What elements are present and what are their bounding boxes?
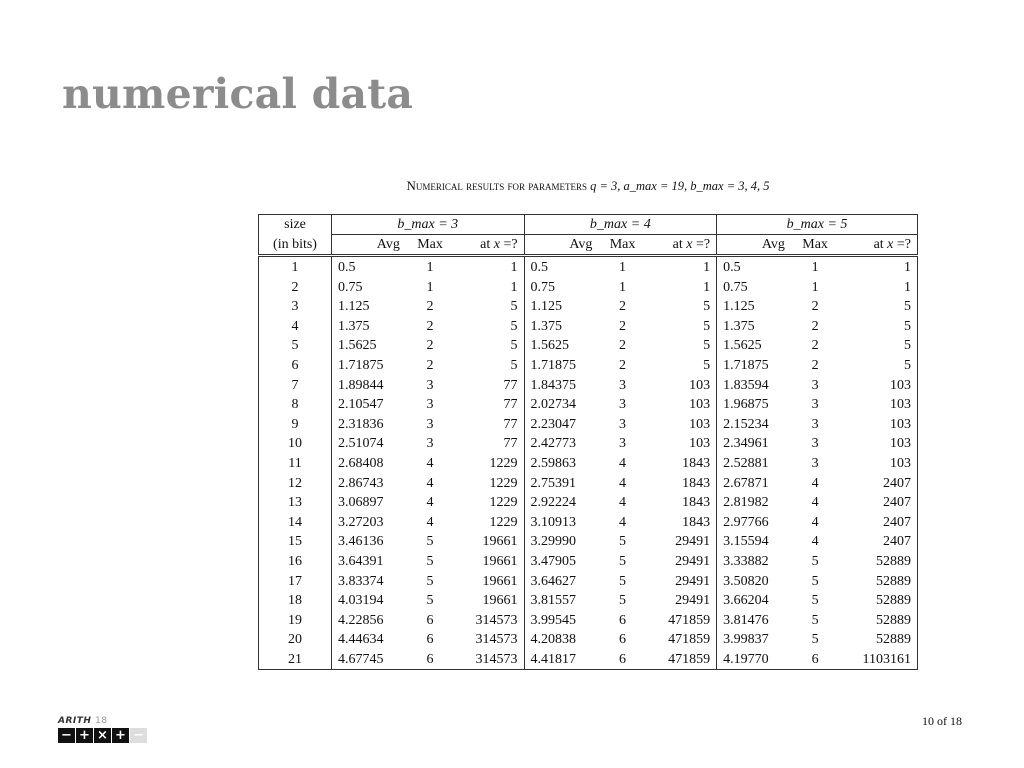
page-number: 10 of 18 [922, 714, 962, 728]
size-cell: 17 [259, 572, 332, 592]
table-row [259, 356, 918, 376]
logo-symbols [58, 728, 154, 743]
table-row [259, 532, 918, 552]
at-x-cell: 19661 [454, 552, 524, 572]
max-cell: 6 [619, 612, 627, 628]
table-row [259, 415, 918, 435]
at-x-cell: 1 [839, 256, 917, 278]
at-x-cell: 2407 [839, 513, 917, 533]
avg-cell: 2.52881 [723, 455, 769, 471]
size-cell: 19 [259, 611, 332, 631]
avg-cell: 3.46136 [338, 534, 384, 550]
at-x-cell: 1 [839, 278, 917, 298]
table-row [259, 256, 918, 278]
col-at-x: at x =? [839, 235, 917, 256]
at-x-cell: 5 [647, 297, 717, 317]
max-cell: 5 [426, 553, 434, 569]
avg-cell: 2.02734 [530, 397, 577, 413]
table-row [259, 278, 918, 298]
at-x-cell: 77 [454, 434, 524, 454]
at-x-cell: 1843 [647, 493, 717, 513]
at-x-cell: 1843 [647, 474, 717, 494]
max-cell: 1 [426, 279, 434, 295]
size-cell: 2 [259, 278, 332, 298]
size-cell: 20 [259, 630, 332, 650]
max-cell: 3 [426, 416, 434, 432]
max-cell: 3 [619, 397, 627, 413]
max-cell: 3 [426, 377, 434, 393]
max-cell: 3 [811, 397, 819, 413]
minus-icon: − [130, 728, 147, 743]
max-cell: 6 [426, 632, 434, 648]
size-cell: 14 [259, 513, 332, 533]
max-cell: 6 [426, 612, 434, 628]
avg-cell: 4.67745 [332, 650, 406, 670]
at-x-cell: 103 [839, 415, 917, 435]
table-row [259, 591, 918, 611]
caption-label: Numerical results for parameters [406, 178, 587, 193]
avg-cell: 1.125 [723, 299, 755, 315]
avg-cell: 3.15594 [723, 534, 769, 550]
at-x-cell: 471859 [647, 611, 717, 631]
max-cell: 4 [426, 514, 434, 530]
at-x-cell: 29491 [647, 552, 717, 572]
size-cell: 3 [259, 297, 332, 317]
avg-cell: 1.375 [338, 318, 370, 334]
at-x-cell: 52889 [839, 591, 917, 611]
at-x-cell: 1 [647, 278, 717, 298]
col-avg: Avg [332, 235, 406, 256]
avg-cell: 0.5 [338, 260, 356, 275]
at-x-cell: 5 [647, 356, 717, 376]
table-row [259, 297, 918, 317]
max-cell: 2 [426, 338, 434, 354]
avg-cell: 2.86743 [338, 475, 384, 491]
avg-cell: 0.5 [530, 260, 549, 275]
size-cell: 5 [259, 336, 332, 356]
table-caption [0, 178, 1024, 194]
max-cell: 2 [811, 318, 819, 334]
col-max: Max [406, 235, 454, 256]
at-x-cell: 29491 [647, 572, 717, 592]
at-x-cell: 314573 [454, 650, 524, 670]
at-x-cell: 103 [839, 395, 917, 415]
table-row [259, 474, 918, 494]
avg-cell: 2.34961 [723, 436, 769, 452]
max-cell: 4 [811, 475, 819, 491]
plus-icon: + [112, 728, 129, 743]
max-cell: 5 [619, 593, 627, 609]
at-x-cell: 1843 [647, 513, 717, 533]
at-x-cell: 19661 [454, 572, 524, 592]
avg-cell: 1.375 [530, 318, 563, 334]
table-row [259, 630, 918, 650]
at-x-cell: 5 [839, 297, 917, 317]
max-cell: 1 [619, 279, 627, 295]
at-x-cell: 314573 [454, 630, 524, 650]
max-cell: 3 [426, 436, 434, 452]
at-x-cell: 1843 [647, 454, 717, 474]
at-x-cell: 103 [647, 376, 717, 396]
at-x-cell: 103 [839, 454, 917, 474]
avg-cell: 2.10547 [338, 397, 384, 413]
avg-cell: 3.66204 [723, 593, 769, 609]
avg-cell: 0.75 [530, 279, 556, 295]
max-cell: 2 [426, 318, 434, 334]
table-row [259, 513, 918, 533]
avg-cell: 4.03194 [338, 593, 384, 609]
avg-cell: 2.59863 [530, 455, 577, 471]
at-x-cell: 29491 [647, 532, 717, 552]
max-cell: 1 [426, 260, 434, 275]
at-x-cell: 2407 [839, 532, 917, 552]
avg-cell: 3.33882 [723, 553, 769, 569]
at-x-cell: 19661 [454, 591, 524, 611]
table-row [259, 434, 918, 454]
max-cell: 4 [811, 514, 819, 530]
results-table [258, 214, 918, 670]
max-cell: 2 [811, 299, 819, 315]
max-cell: 3 [619, 436, 627, 452]
at-x-cell: 1229 [454, 474, 524, 494]
table-row [259, 552, 918, 572]
size-cell: 18 [259, 591, 332, 611]
avg-cell: 1.5625 [338, 338, 377, 354]
max-cell: 6 [598, 650, 646, 670]
avg-cell: 2.67871 [723, 475, 769, 491]
group-header-bmax3: b_max = 3 [332, 215, 525, 235]
avg-cell: 3.06897 [338, 495, 384, 511]
avg-cell: 4.20838 [530, 632, 577, 648]
max-cell: 4 [426, 455, 434, 471]
max-cell: 5 [811, 553, 819, 569]
col-avg: Avg [524, 235, 598, 256]
col-max: Max [791, 235, 839, 256]
max-cell: 3 [426, 397, 434, 413]
avg-cell: 1.84375 [530, 377, 577, 393]
max-cell: 3 [619, 377, 627, 393]
avg-cell: 2.31836 [338, 416, 384, 432]
at-x-cell: 314573 [454, 611, 524, 631]
max-cell: 3 [811, 436, 819, 452]
max-cell: 5 [619, 573, 627, 589]
max-cell: 2 [426, 357, 434, 373]
max-cell: 2 [619, 318, 627, 334]
max-cell: 5 [619, 553, 627, 569]
max-cell: 3 [811, 416, 819, 432]
avg-cell: 4.41817 [524, 650, 598, 670]
max-cell: 5 [811, 573, 819, 589]
avg-cell: 3.47905 [530, 553, 577, 569]
at-x-cell: 77 [454, 395, 524, 415]
at-x-cell: 77 [454, 415, 524, 435]
avg-cell: 1.375 [723, 318, 755, 334]
at-x-cell: 1 [454, 278, 524, 298]
max-cell: 1 [811, 279, 819, 295]
avg-cell: 2.68408 [338, 455, 384, 471]
avg-cell: 2.15234 [723, 416, 769, 432]
size-header-unit: (in bits) [259, 235, 332, 256]
col-avg: Avg [717, 235, 791, 256]
at-x-cell: 2407 [839, 493, 917, 513]
at-x-cell: 77 [454, 376, 524, 396]
size-cell: 11 [259, 454, 332, 474]
max-cell: 4 [811, 495, 819, 511]
size-cell: 12 [259, 474, 332, 494]
at-x-cell: 103 [647, 415, 717, 435]
avg-cell: 3.10913 [530, 514, 577, 530]
avg-cell: 1.83594 [723, 377, 769, 393]
at-x-cell: 5 [454, 336, 524, 356]
avg-cell: 1.71875 [530, 357, 577, 373]
col-at-x: at x =? [454, 235, 524, 256]
avg-cell: 3.81557 [530, 593, 577, 609]
at-x-cell: 5 [839, 336, 917, 356]
table-row [259, 572, 918, 592]
at-x-cell: 19661 [454, 532, 524, 552]
group-header-bmax4: b_max = 4 [524, 215, 717, 235]
avg-cell: 3.99545 [530, 612, 577, 628]
avg-cell: 4.19770 [717, 650, 791, 670]
at-x-cell: 103 [647, 434, 717, 454]
table-body [259, 256, 918, 670]
table-row [259, 454, 918, 474]
max-cell: 1 [811, 260, 819, 275]
avg-cell: 0.75 [338, 279, 363, 295]
max-cell: 4 [426, 475, 434, 491]
at-x-cell: 5 [454, 297, 524, 317]
max-cell: 5 [619, 534, 627, 550]
avg-cell: 3.83374 [338, 573, 384, 589]
table-row [259, 395, 918, 415]
at-x-cell: 1 [454, 256, 524, 278]
table-row [259, 650, 918, 670]
table-row [259, 611, 918, 631]
avg-cell: 1.125 [338, 299, 370, 315]
col-at-x: at x =? [647, 235, 717, 256]
max-cell: 1 [619, 260, 627, 275]
max-cell: 2 [619, 299, 627, 315]
group-header-bmax5: b_max = 5 [717, 215, 918, 235]
avg-cell: 1.71875 [723, 357, 769, 373]
max-cell: 2 [619, 338, 627, 354]
max-cell: 4 [426, 495, 434, 511]
table-row [259, 336, 918, 356]
avg-cell: 1.96875 [723, 397, 769, 413]
at-x-cell: 103 [647, 395, 717, 415]
slide-title: numerical data [62, 70, 414, 118]
at-x-cell: 103 [839, 376, 917, 396]
at-x-cell: 5 [647, 317, 717, 337]
max-cell: 4 [619, 495, 627, 511]
size-cell: 1 [259, 256, 332, 278]
avg-cell: 2.92224 [530, 495, 577, 511]
logo-number: 18 [95, 716, 108, 726]
times-icon: × [94, 728, 111, 743]
plus-icon: + [76, 728, 93, 743]
at-x-cell: 5 [839, 356, 917, 376]
at-x-cell: 1103161 [839, 650, 917, 670]
at-x-cell: 1229 [454, 493, 524, 513]
at-x-cell: 471859 [647, 630, 717, 650]
max-cell: 6 [619, 632, 627, 648]
size-cell: 10 [259, 434, 332, 454]
max-cell: 5 [426, 593, 434, 609]
at-x-cell: 5 [454, 356, 524, 376]
at-x-cell: 1229 [454, 454, 524, 474]
avg-cell: 2.42773 [530, 436, 577, 452]
size-cell: 15 [259, 532, 332, 552]
max-cell: 5 [426, 534, 434, 550]
max-cell: 5 [426, 573, 434, 589]
max-cell: 5 [811, 593, 819, 609]
max-cell: 2 [619, 357, 627, 373]
at-x-cell: 29491 [647, 591, 717, 611]
avg-cell: 1.89844 [338, 377, 384, 393]
col-max: Max [598, 235, 646, 256]
size-cell: 21 [259, 650, 332, 670]
avg-cell: 0.75 [723, 279, 748, 295]
avg-cell: 2.51074 [338, 436, 384, 452]
max-cell: 4 [619, 475, 627, 491]
max-cell: 3 [811, 377, 819, 393]
max-cell: 4 [811, 534, 819, 550]
arith-logo [58, 716, 154, 748]
avg-cell: 2.97766 [723, 514, 769, 530]
max-cell: 3 [619, 416, 627, 432]
minus-icon: − [58, 728, 75, 743]
table-row [259, 317, 918, 337]
size-cell: 6 [259, 356, 332, 376]
table-row [259, 493, 918, 513]
max-cell: 6 [791, 650, 839, 670]
size-cell: 9 [259, 415, 332, 435]
max-cell: 5 [811, 632, 819, 648]
avg-cell: 1.125 [530, 299, 563, 315]
size-cell: 13 [259, 493, 332, 513]
size-cell: 8 [259, 395, 332, 415]
avg-cell: 2.23047 [530, 416, 577, 432]
avg-cell: 4.44634 [338, 632, 384, 648]
avg-cell: 1.5625 [530, 338, 570, 354]
logo-text: ARITH [58, 716, 92, 726]
at-x-cell: 103 [839, 434, 917, 454]
max-cell: 6 [406, 650, 454, 670]
max-cell: 5 [811, 612, 819, 628]
avg-cell: 3.64391 [338, 553, 384, 569]
max-cell: 3 [811, 455, 819, 471]
at-x-cell: 2407 [839, 474, 917, 494]
at-x-cell: 1229 [454, 513, 524, 533]
avg-cell: 3.27203 [338, 514, 384, 530]
at-x-cell: 52889 [839, 552, 917, 572]
avg-cell: 3.64627 [530, 573, 577, 589]
avg-cell: 2.75391 [530, 475, 577, 491]
max-cell: 4 [619, 514, 627, 530]
at-x-cell: 5 [647, 336, 717, 356]
size-header: size [259, 215, 332, 235]
avg-cell: 1.5625 [723, 338, 762, 354]
at-x-cell: 52889 [839, 611, 917, 631]
at-x-cell: 52889 [839, 572, 917, 592]
avg-cell: 2.81982 [723, 495, 769, 511]
max-cell: 4 [619, 455, 627, 471]
size-cell: 7 [259, 376, 332, 396]
at-x-cell: 1 [647, 256, 717, 278]
avg-cell: 3.50820 [723, 573, 769, 589]
at-x-cell: 52889 [839, 630, 917, 650]
table-row [259, 376, 918, 396]
max-cell: 2 [811, 357, 819, 373]
avg-cell: 3.81476 [723, 612, 769, 628]
size-cell: 4 [259, 317, 332, 337]
avg-cell: 4.22856 [338, 612, 384, 628]
at-x-cell: 5 [839, 317, 917, 337]
avg-cell: 3.99837 [723, 632, 769, 648]
avg-cell: 1.71875 [338, 357, 384, 373]
avg-cell: 3.29990 [530, 534, 577, 550]
at-x-cell: 5 [454, 317, 524, 337]
caption-params: q = 3, a_max = 19, b_max = 3, 4, 5 [590, 179, 770, 193]
avg-cell: 0.5 [723, 260, 741, 275]
size-cell: 16 [259, 552, 332, 572]
max-cell: 2 [426, 299, 434, 315]
at-x-cell: 471859 [647, 650, 717, 670]
max-cell: 2 [811, 338, 819, 354]
